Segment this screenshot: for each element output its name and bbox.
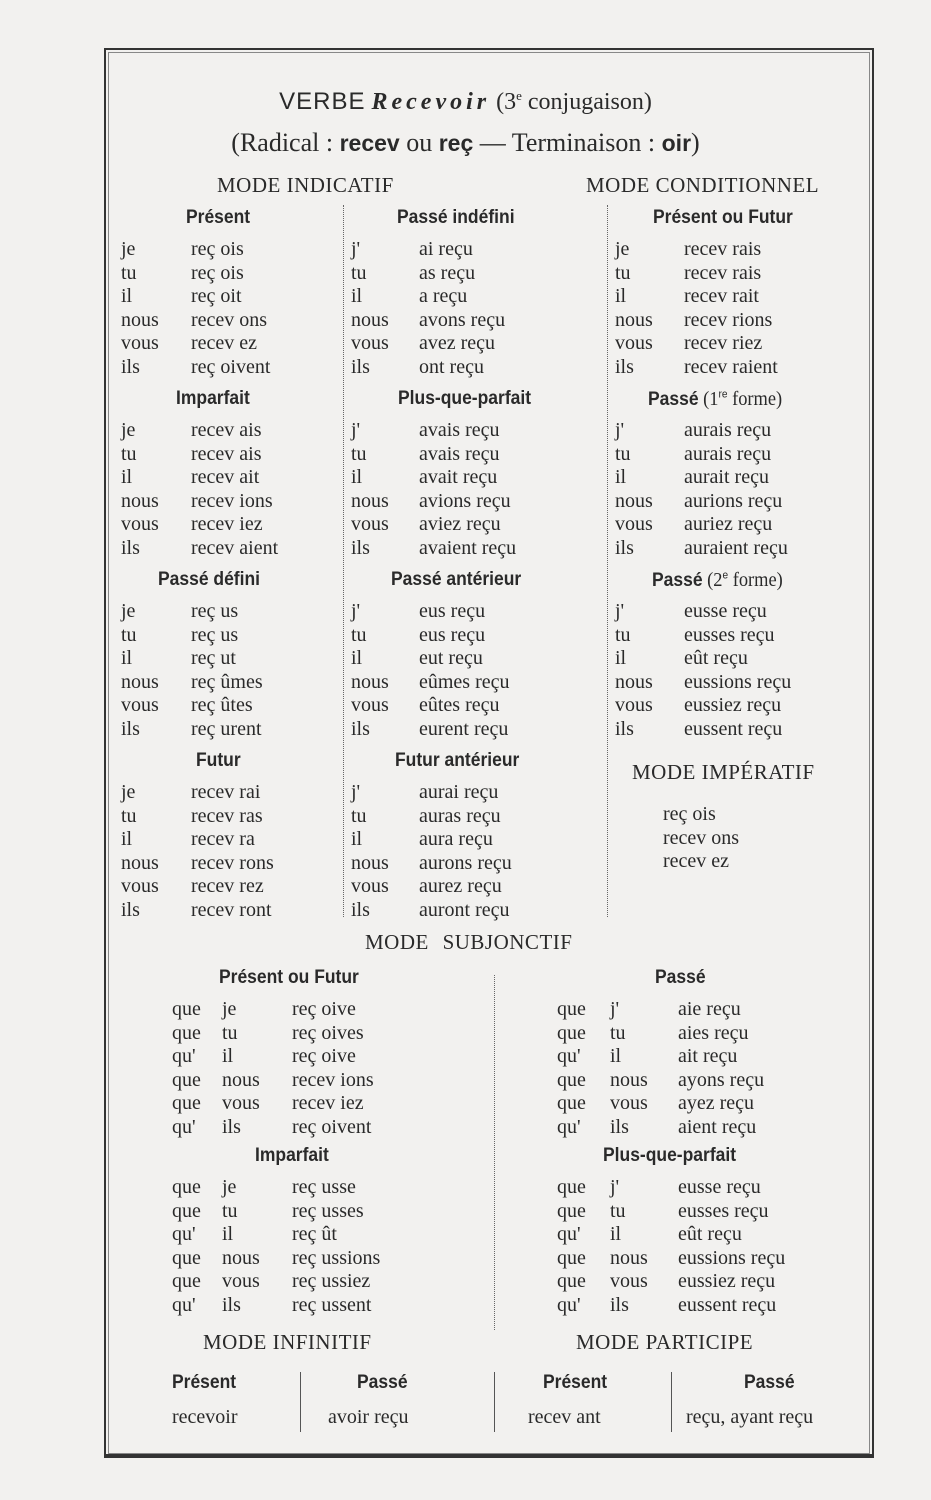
pronoun: vous [615,332,653,355]
verb-form: eusses reçu [684,623,775,646]
verb-form: a reçu [419,285,468,308]
verb-form: recev raient [684,356,778,378]
verb-form: recev rons [191,851,274,874]
verb-form: recev ais [191,442,262,465]
tense-heading: Présent ou Futur [653,207,793,228]
tense-heading [648,388,782,411]
conj-sup: e [516,88,522,103]
verb-form: avons reçu [419,308,506,331]
verb-form: aurais reçu [684,419,772,441]
infinitif-passe-label: Passé [357,1372,408,1393]
pronoun: il [615,285,627,308]
pronoun: ils [121,718,140,740]
imperatif-form: recev ons [663,826,740,849]
tense-heading: Passé défini [158,569,261,590]
verb-form: reç usse [292,1176,356,1198]
pronoun: tu [615,261,631,284]
verb-form: eusse reçu [678,1176,761,1198]
verb-form: reç usses [292,1199,364,1222]
que: que [172,1176,201,1198]
verb-form: aurait reçu [684,466,769,489]
pronoun: nous [121,308,159,331]
que: qu' [172,1294,196,1316]
pronoun: je [121,600,136,622]
pronoun: nous [615,308,653,331]
verb-form: auraient reçu [684,537,788,559]
tense-heading: Présent [186,207,251,228]
pronoun: ils [121,356,140,378]
verb-form: reç urent [191,718,262,740]
verb-form: reç ussent [292,1294,372,1316]
mode-conditionnel: MODE CONDITIONNEL [586,173,820,197]
verb-form: recev ions [191,489,273,512]
verb-form: reç ûtes [191,694,253,717]
pronoun: ils [351,718,370,740]
pronoun: il [351,466,363,489]
verb-form: eusses reçu [678,1199,769,1222]
column-divider [494,975,495,1330]
pronoun: ils [222,1116,241,1138]
verb-form: reç oives [292,1021,364,1044]
tense-paren: (2 [702,569,723,591]
tense-main: Passé [648,389,699,410]
pronoun: je [121,781,136,803]
pronoun: ils [615,718,634,740]
verb-form: recev iez [292,1092,364,1115]
pronoun: vous [351,875,389,898]
verb-form: ont reçu [419,356,484,378]
pronoun: nous [121,851,159,874]
imperatif-form: recev ez [663,850,730,873]
verb-form: recev rions [684,308,773,331]
pronoun: nous [615,670,653,693]
infinitif-present: recevoir [172,1406,238,1428]
verb-form: eûtes reçu [419,694,500,717]
verb-form: aurais reçu [684,442,772,465]
verb-form: reç oive [292,998,356,1020]
verb-form: eussent reçu [678,1294,777,1316]
pronoun: tu [351,261,367,284]
conj-close: conjugaison) [521,89,652,115]
pronoun: il [121,285,133,308]
verb-form: eussent reçu [684,718,783,740]
pronoun: vous [610,1092,648,1115]
que: que [172,1092,201,1115]
verb-form: reç oive [292,1045,356,1068]
pronoun: nous [351,489,389,512]
pronoun: j' [351,600,361,622]
pronoun: ils [610,1116,629,1138]
radical-1: recev [339,130,400,156]
verb-form: aie reçu [678,998,741,1020]
column-divider [300,1372,301,1432]
verb-form: ai reçu [419,238,473,260]
pronoun: ils [121,537,140,559]
pronoun: vous [222,1092,260,1115]
que: que [557,1092,586,1115]
pronoun: tu [351,623,367,646]
tense-heading: Présent ou Futur [219,967,359,988]
pronoun: nous [222,1246,260,1269]
verb-form: recev ait [191,466,260,489]
verb-form: eurent reçu [419,718,509,740]
column-divider [494,1372,495,1432]
pronoun: tu [121,261,137,284]
pronoun: nous [610,1246,648,1269]
tense-heading: Futur [196,750,241,771]
radical-close: ) [691,128,700,157]
column-divider [343,205,344,917]
que: que [172,998,201,1020]
verb-form: reç oivent [292,1116,372,1138]
verb-form: eût reçu [678,1223,742,1246]
pronoun: il [615,647,627,670]
pronoun: il [121,647,133,670]
tense-heading: Plus-que-parfait [603,1145,737,1166]
verb-form: recev rait [684,285,759,308]
infinitif-present-label: Présent [172,1372,237,1393]
verb-form: recev ra [191,828,255,851]
participe-passe-label: Passé [744,1372,795,1393]
pronoun: tu [615,442,631,465]
pronoun: nous [351,851,389,874]
pronoun: tu [121,804,137,827]
pronoun: j' [615,600,625,622]
pronoun: ils [351,537,370,559]
participe-present: recev ant [528,1406,601,1428]
pronoun: il [615,466,627,489]
pronoun: ils [121,899,140,921]
verb-form: recev aient [191,537,279,559]
mode-subjonctif: MODE SUBJONCTIF [365,930,573,954]
verb-form: eus reçu [419,623,486,646]
verb-form: reç ois [191,261,244,284]
tense-heading [652,569,783,592]
pronoun: il [351,828,363,851]
pronoun: vous [121,694,159,717]
verb-form: aurez reçu [419,875,502,898]
verb-form: recev ions [292,1068,374,1091]
pronoun: ils [351,899,370,921]
pronoun: vous [615,694,653,717]
verb-form: as reçu [419,261,476,284]
pronoun: tu [351,442,367,465]
imperatif-form: reç ois [663,803,716,825]
que: qu' [557,1223,581,1246]
pronoun: vous [351,694,389,717]
pronoun: tu [615,623,631,646]
pronoun: tu [222,1199,238,1222]
pronoun: je [121,419,136,441]
verb-form: recev iez [191,513,263,536]
verb-form: eûmes reçu [419,670,510,693]
tense-end: forme) [727,388,783,410]
verb-form: ait reçu [678,1045,738,1068]
verb-form: reç ois [191,238,244,260]
pronoun: ils [610,1294,629,1316]
infinitif-passe: avoir reçu [328,1406,409,1428]
verb-form: eussions reçu [678,1246,786,1269]
pronoun: il [121,828,133,851]
que: que [172,1246,201,1269]
verb-form: reç ussiez [292,1270,371,1293]
pronoun: il [222,1045,234,1068]
pronoun: nous [121,670,159,693]
verb-form: eût reçu [684,647,748,670]
pronoun: tu [351,804,367,827]
verb-form: reç us [191,600,239,622]
que: que [172,1270,201,1293]
verb-form: reç us [191,623,239,646]
verb-form: avions reçu [419,489,511,512]
tense-sup: re [718,388,728,401]
pronoun: tu [121,623,137,646]
pronoun: je [222,1176,237,1198]
tense-paren: (1 [698,388,719,410]
radical-2: reç [438,130,474,156]
verb-form: aurons reçu [419,851,512,874]
pronoun: ils [615,356,634,378]
column-divider [671,1372,672,1432]
pronoun: tu [222,1021,238,1044]
pronoun: tu [610,1021,626,1044]
pronoun: tu [121,442,137,465]
termination-label: — Terminaison : [473,128,662,157]
pronoun: vous [121,513,159,536]
tense-heading: Futur antérieur [395,750,520,771]
verb-form: recev ront [191,899,272,921]
verb-form: recev riez [684,332,763,355]
verb-form: reç ûmes [191,670,263,693]
tense-heading: Imparfait [255,1145,329,1166]
mode-infinitif: MODE INFINITIF [203,1330,372,1354]
pronoun: nous [222,1068,260,1091]
verb-form: recev ais [191,419,262,441]
verb-form: reç ut [191,647,236,670]
pronoun: vous [351,332,389,355]
verb-form: ayez reçu [678,1092,755,1115]
verb-form: avais reçu [419,419,500,441]
verb-form: aurai reçu [419,781,499,803]
pronoun: ils [222,1294,241,1316]
verb-form: eus reçu [419,600,486,622]
tense-main: Passé [652,570,703,591]
que: qu' [557,1116,581,1138]
verb-form: recev rais [684,238,762,260]
tense-heading: Passé antérieur [391,569,522,590]
verb-form: recev ras [191,804,263,827]
pronoun: nous [610,1068,648,1091]
mode-indicatif: MODE INDICATIF [217,173,394,197]
verb-form: avaient reçu [419,537,517,559]
tense-end: forme) [728,569,783,591]
que: qu' [172,1045,196,1068]
pronoun: vous [351,513,389,536]
pronoun: nous [615,489,653,512]
verb-form: recev ez [191,332,258,355]
que: que [557,998,586,1020]
verb-form: auriez reçu [684,513,773,536]
verb-form: aurions reçu [684,489,783,512]
verb-form: eut reçu [419,647,483,670]
tense-heading: Imparfait [176,388,250,409]
verb-form: aviez reçu [419,513,501,536]
pronoun: j' [351,238,361,260]
pronoun: je [121,238,136,260]
verb-form: auront reçu [419,899,510,921]
que: que [557,1246,586,1269]
conj-open: (3 [496,89,517,115]
radical-line [0,128,931,158]
pronoun: vous [121,875,159,898]
verb-form: reç ussions [292,1246,381,1269]
mode-imperatif: MODE IMPÉRATIF [632,760,815,784]
pronoun: nous [121,489,159,512]
radical-ou: ou [399,128,439,157]
participe-passe: reçu, ayant reçu [686,1406,814,1428]
tense-heading: Passé [655,967,706,988]
pronoun: j' [610,998,620,1020]
verb-form: eusse reçu [684,600,767,622]
verbe-label: VERBE [279,88,366,115]
que: qu' [557,1045,581,1068]
pronoun: il [222,1223,234,1246]
verb-form: recev rez [191,875,264,898]
verb-form: recev rais [684,261,762,284]
que: qu' [557,1294,581,1316]
verb-form: recev rai [191,781,261,803]
verb-form: aies reçu [678,1021,749,1044]
pronoun: ils [351,356,370,378]
pronoun: il [610,1045,622,1068]
pronoun: il [610,1223,622,1246]
verb-form: aura reçu [419,828,493,851]
que: que [172,1199,201,1222]
que: que [557,1021,586,1044]
pronoun: j' [351,419,361,441]
que: que [557,1199,586,1222]
verb-form: reç oivent [191,356,271,378]
termination: oir [661,130,692,156]
pronoun: ils [615,537,634,559]
pronoun: vous [610,1270,648,1293]
pronoun: j' [351,781,361,803]
pronoun: nous [351,308,389,331]
que: qu' [172,1223,196,1246]
pronoun: il [351,285,363,308]
verb-form: eussiez reçu [678,1270,776,1293]
pronoun: j' [610,1176,620,1198]
mode-participe: MODE PARTICIPE [576,1330,754,1354]
verb-form: avez reçu [419,332,496,355]
radical-open: (Radical : [231,128,340,157]
que: que [172,1021,201,1044]
que: qu' [172,1116,196,1138]
verb-form: aient reçu [678,1116,757,1138]
tense-sup: e [722,569,729,582]
participe-present-label: Présent [543,1372,608,1393]
verb-form: avait reçu [419,466,498,489]
infinitive: Recevoir [371,89,491,115]
pronoun: je [615,238,630,260]
pronoun: j' [615,419,625,441]
pronoun: il [351,647,363,670]
verb-form: avais reçu [419,442,500,465]
verb-form: recev ons [191,308,268,331]
verb-form: eussiez reçu [684,694,782,717]
column-divider [607,205,608,917]
tense-heading: Plus-que-parfait [398,388,532,409]
pronoun: vous [222,1270,260,1293]
que: que [557,1068,586,1091]
que: que [557,1176,586,1198]
verb-title [0,88,931,116]
pronoun: nous [351,670,389,693]
verb-form: reç ût [292,1223,337,1246]
tense-heading: Passé indéfini [397,207,515,228]
verb-form: eussions reçu [684,670,792,693]
pronoun: vous [615,513,653,536]
que: que [172,1068,201,1091]
verb-form: auras reçu [419,804,501,827]
pronoun: je [222,998,237,1020]
pronoun: vous [121,332,159,355]
pronoun: tu [610,1199,626,1222]
verb-form: reç oit [191,285,242,308]
pronoun: il [121,466,133,489]
que: que [557,1270,586,1293]
verb-form: ayons reçu [678,1068,765,1091]
